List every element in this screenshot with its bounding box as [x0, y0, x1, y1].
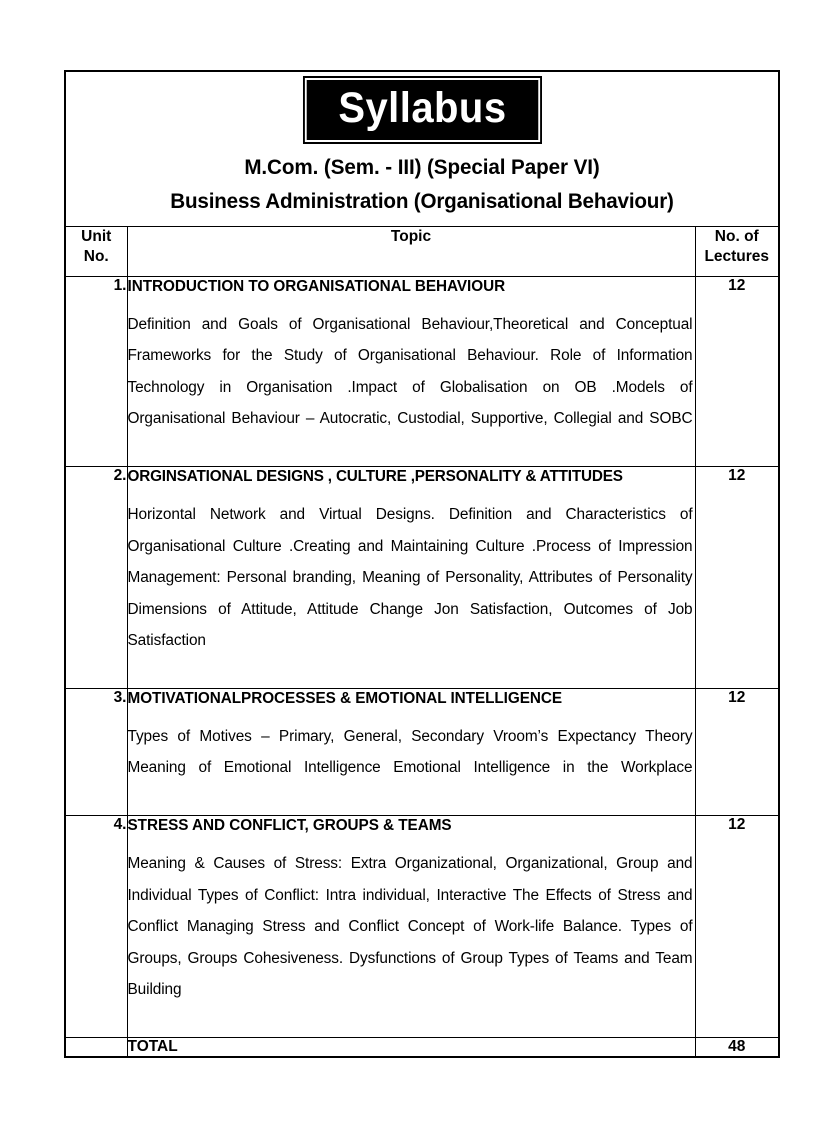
unit-number: 1. — [65, 276, 127, 466]
topic-cell — [127, 276, 695, 466]
unit-number: 4. — [65, 816, 127, 1038]
header-lectures-line1: No. of — [714, 227, 759, 245]
lecture-count: 12 — [695, 689, 779, 816]
topic-title: MOTIVATIONALPROCESSES & EMOTIONAL INTELLIGENCE — [127, 690, 563, 708]
topic-body: Horizontal Network and Virtual Designs. Definition and Characteristics of Organisational Culture .Creating and Maintaining Culture .Process of Impression Management: Personal branding, Meaning of Personality, Attributes of Personality Dimensions of Attitude, Attitude Change Jon Satisfaction, Outcomes of Job Satisfaction — [127, 506, 693, 650]
lecture-count: 12 — [695, 276, 779, 466]
header-lectures — [695, 226, 779, 276]
topic-body: Types of Motives – Primary, General, Secondary Vroom’s Expectancy Theory Meaning of Emotional Intelligence Emotional Intelligence in the Workplace — [127, 727, 693, 777]
total-row — [65, 1038, 779, 1058]
table-row — [65, 467, 779, 689]
table-row — [65, 816, 779, 1038]
header-unit-line1: Unit — [81, 227, 112, 245]
topic-title: INTRODUCTION TO ORGANISATIONAL BEHAVIOUR — [127, 277, 506, 295]
table-row — [65, 689, 779, 816]
lecture-count: 12 — [695, 816, 779, 1038]
topic-title: ORGINSATIONAL DESIGNS , CULTURE ,PERSONALITY & ATTITUDES — [127, 468, 623, 486]
total-lectures: 48 — [695, 1038, 779, 1058]
table-header-row — [65, 226, 779, 276]
header-unit-no — [65, 226, 127, 276]
banner-row — [65, 71, 779, 226]
course-line: M.Com. (Sem. - III) (Special Paper VI) — [244, 154, 600, 179]
unit-number: 2. — [65, 467, 127, 689]
topic-title: STRESS AND CONFLICT, GROUPS & TEAMS — [127, 817, 452, 835]
topic-cell — [127, 467, 695, 689]
unit-number: 3. — [65, 689, 127, 816]
paper-line: Business Administration (Organisational Behaviour) — [170, 188, 674, 213]
topic-body: Meaning & Causes of Stress: Extra Organizational, Organizational, Group and Individual Types of Conflict: Intra individual, Interactive The Effects of Stress and Conflict Managing Stress and Conflict Concept of Work-life Balance. Types of Groups, Groups Cohesiveness. Dysfunctions of Group Types of Teams and Team Building — [127, 855, 693, 999]
topic-cell — [127, 816, 695, 1038]
header-unit-line2: No. — [83, 248, 109, 266]
syllabus-badge: Syllabus — [304, 78, 539, 142]
total-unit-blank — [65, 1038, 127, 1058]
header-lectures-line2: Lectures — [704, 248, 770, 266]
topic-cell — [127, 689, 695, 816]
header-topic: Topic — [127, 226, 695, 276]
total-label: TOTAL — [127, 1038, 695, 1058]
banner-cell — [65, 71, 779, 226]
syllabus-table — [64, 70, 780, 1058]
lecture-count: 12 — [695, 467, 779, 689]
banner — [66, 72, 778, 226]
table-row — [65, 276, 779, 466]
topic-body: Definition and Goals of Organisational Behaviour,Theoretical and Conceptual Frameworks for the Study of Organisational Behaviour. Role of Information Technology in Organisation .Impact of Globalisation on OB .Models of Organisational Behaviour – Autocratic, Custodial, Supportive, Collegial and SOBC — [127, 315, 693, 428]
